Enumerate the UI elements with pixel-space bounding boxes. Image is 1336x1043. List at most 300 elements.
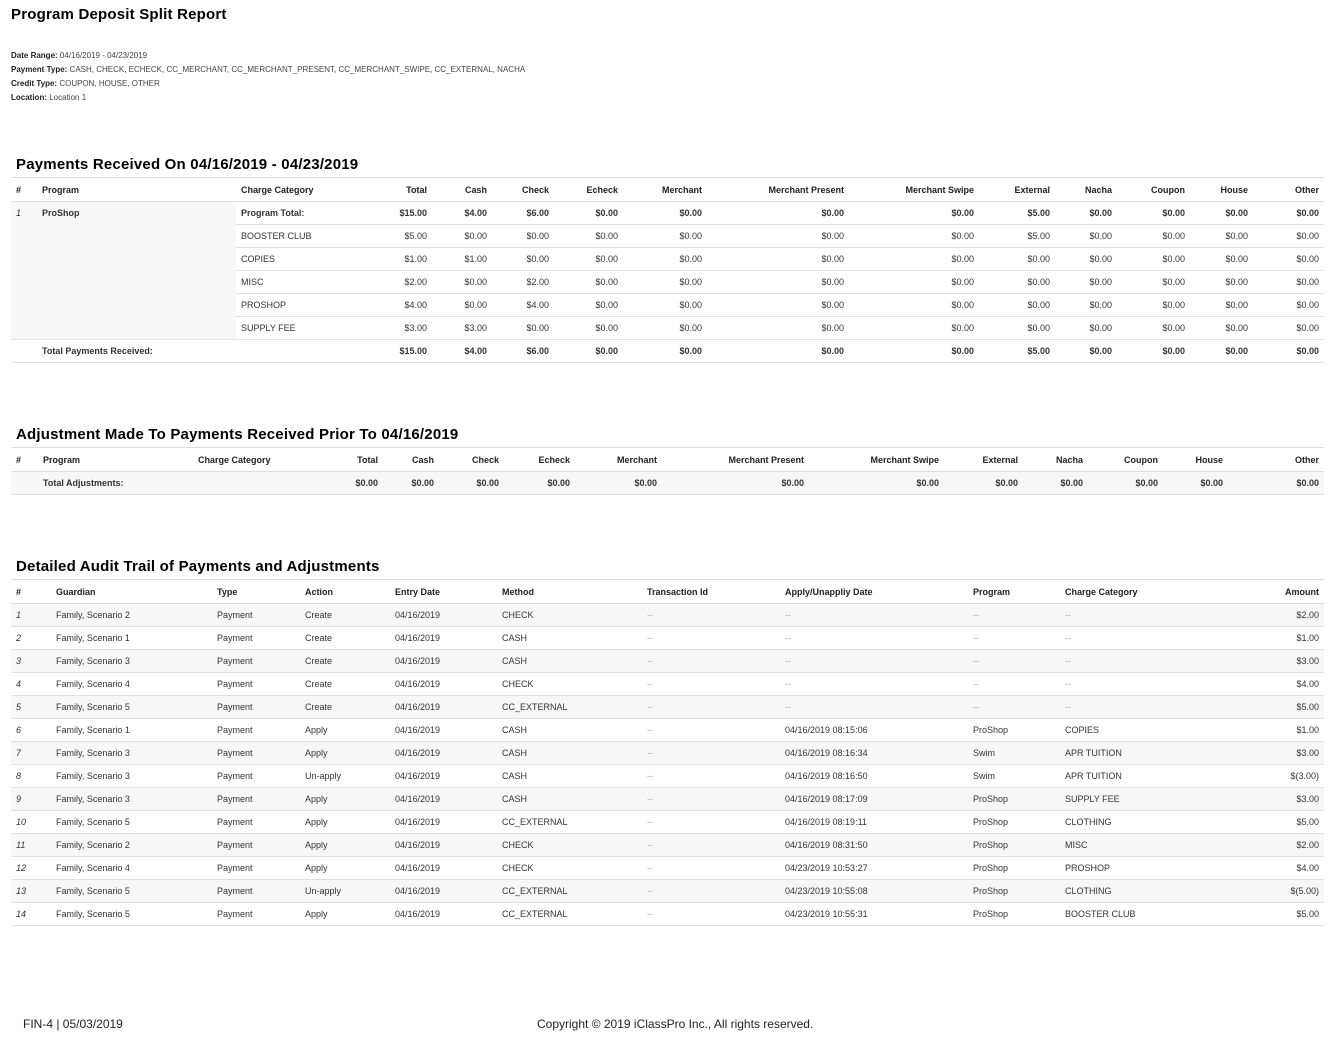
total-amount: $0.00 xyxy=(1023,472,1088,495)
col-header-coupon: Coupon xyxy=(1088,448,1163,472)
col-header-merchant: Merchant xyxy=(623,178,707,202)
table-row xyxy=(11,604,1324,627)
payments-header-row xyxy=(11,178,1324,202)
method: CC_EXTERNAL xyxy=(497,696,642,719)
total-amount: $5.00 xyxy=(979,340,1055,363)
method: CASH xyxy=(497,742,642,765)
type: Payment xyxy=(212,857,300,880)
charge-category: -- xyxy=(1060,604,1213,627)
method: CASH xyxy=(497,765,642,788)
col-header-cash: Cash xyxy=(432,178,492,202)
table-row xyxy=(11,903,1324,926)
row-number: 9 xyxy=(11,788,51,811)
col-header-program: Program xyxy=(968,580,1060,604)
col-header-merchant: Merchant xyxy=(575,448,662,472)
amount-cell: $5.00 xyxy=(349,225,432,248)
transaction-id: -- xyxy=(642,765,780,788)
program: ProShop xyxy=(968,903,1060,926)
total-amount: $0.00 xyxy=(809,472,944,495)
amount-cell: $0.00 xyxy=(554,317,623,340)
type: Payment xyxy=(212,903,300,926)
amount-cell: $0.00 xyxy=(554,202,623,225)
filter-credit-type: Credit Type: COUPON, HOUSE, OTHER xyxy=(11,79,160,88)
table-row xyxy=(11,811,1324,834)
col-header-other: Other xyxy=(1228,448,1324,472)
row-number: 5 xyxy=(11,696,51,719)
table-row xyxy=(11,719,1324,742)
total-amount: $0.00 xyxy=(383,472,439,495)
method: CASH xyxy=(497,627,642,650)
amount-cell: $5.00 xyxy=(979,225,1055,248)
method: CHECK xyxy=(497,857,642,880)
amount-cell: $0.00 xyxy=(1190,248,1253,271)
apply-date: -- xyxy=(780,650,968,673)
charge-category: CLOTHING xyxy=(1060,811,1213,834)
method: CASH xyxy=(497,719,642,742)
amount-cell: $0.00 xyxy=(1055,271,1117,294)
amount-cell: $0.00 xyxy=(623,294,707,317)
amount: $4.00 xyxy=(1213,673,1324,696)
transaction-id: -- xyxy=(642,880,780,903)
total-amount: $0.00 xyxy=(313,472,383,495)
adjustments-header-row xyxy=(11,448,1324,472)
total-amount: $0.00 xyxy=(575,472,662,495)
amount-cell: $0.00 xyxy=(1190,271,1253,294)
amount-cell: $4.00 xyxy=(492,294,554,317)
row-number: 10 xyxy=(11,811,51,834)
amount-cell: $0.00 xyxy=(1253,271,1324,294)
entry-date: 04/16/2019 xyxy=(390,719,497,742)
transaction-id: -- xyxy=(642,788,780,811)
amount-cell: $1.00 xyxy=(349,248,432,271)
entry-date: 04/16/2019 xyxy=(390,765,497,788)
entry-date: 04/16/2019 xyxy=(390,742,497,765)
total-amount: $0.00 xyxy=(707,340,849,363)
row-number: 14 xyxy=(11,903,51,926)
col-header-program: Program xyxy=(38,448,193,472)
type: Payment xyxy=(212,673,300,696)
total-amount: $0.00 xyxy=(849,340,979,363)
total-label: Total Adjustments: xyxy=(38,472,313,495)
table-row xyxy=(11,673,1324,696)
row-number: 6 xyxy=(11,719,51,742)
transaction-id: -- xyxy=(642,673,780,696)
col-header-echeck: Echeck xyxy=(504,448,575,472)
amount-cell: $0.00 xyxy=(432,225,492,248)
col-header-merchant-swipe: Merchant Swipe xyxy=(809,448,944,472)
apply-date: 04/16/2019 08:19:11 xyxy=(780,811,968,834)
entry-date: 04/16/2019 xyxy=(390,788,497,811)
method: CHECK xyxy=(497,673,642,696)
action: Create xyxy=(300,673,390,696)
amount-cell: $0.00 xyxy=(1190,202,1253,225)
apply-date: 04/23/2019 10:55:08 xyxy=(780,880,968,903)
total-amount: $0.00 xyxy=(554,340,623,363)
entry-date: 04/16/2019 xyxy=(390,604,497,627)
apply-date: 04/16/2019 08:16:34 xyxy=(780,742,968,765)
amount: $2.00 xyxy=(1213,834,1324,857)
apply-date: 04/16/2019 08:17:09 xyxy=(780,788,968,811)
transaction-id: -- xyxy=(642,834,780,857)
total-amount: $0.00 xyxy=(1228,472,1324,495)
action: Apply xyxy=(300,719,390,742)
amount-cell: $2.00 xyxy=(349,271,432,294)
entry-date: 04/16/2019 xyxy=(390,696,497,719)
amount: $4.00 xyxy=(1213,857,1324,880)
amount-cell: $0.00 xyxy=(707,248,849,271)
total-amount: $0.00 xyxy=(1163,472,1228,495)
row-number: 13 xyxy=(11,880,51,903)
amount-cell: $0.00 xyxy=(554,294,623,317)
action: Create xyxy=(300,696,390,719)
amount-cell: $0.00 xyxy=(1253,248,1324,271)
amount-cell: $0.00 xyxy=(623,317,707,340)
type: Payment xyxy=(212,742,300,765)
total-amount: $0.00 xyxy=(944,472,1023,495)
col-header-external: External xyxy=(979,178,1055,202)
amount: $1.00 xyxy=(1213,719,1324,742)
payments-section-title: Payments Received On 04/16/2019 - 04/23/2019 xyxy=(16,156,359,173)
blank-cell xyxy=(11,472,38,495)
guardian: Family, Scenario 3 xyxy=(51,788,212,811)
charge-category: -- xyxy=(1060,696,1213,719)
col-header-amount: Amount xyxy=(1213,580,1324,604)
adjustments-section-title: Adjustment Made To Payments Received Prior To 04/16/2019 xyxy=(16,426,459,443)
entry-date: 04/16/2019 xyxy=(390,834,497,857)
row-number: 11 xyxy=(11,834,51,857)
amount-cell: $0.00 xyxy=(1055,225,1117,248)
program: Swim xyxy=(968,765,1060,788)
row-number: 2 xyxy=(11,627,51,650)
row-number: 7 xyxy=(11,742,51,765)
col-header-check: Check xyxy=(439,448,504,472)
entry-date: 04/16/2019 xyxy=(390,650,497,673)
transaction-id: -- xyxy=(642,742,780,765)
col-header-coupon: Coupon xyxy=(1117,178,1190,202)
guardian: Family, Scenario 1 xyxy=(51,719,212,742)
program: ProShop xyxy=(968,857,1060,880)
program-name: ProShop xyxy=(37,202,236,340)
type: Payment xyxy=(212,719,300,742)
amount-cell: $0.00 xyxy=(849,317,979,340)
amount-cell: $0.00 xyxy=(979,271,1055,294)
method: CC_EXTERNAL xyxy=(497,811,642,834)
adjustments-table xyxy=(11,447,1324,495)
amount-cell: $0.00 xyxy=(623,271,707,294)
entry-date: 04/16/2019 xyxy=(390,857,497,880)
charge-category: BOOSTER CLUB xyxy=(236,225,349,248)
row-number: 8 xyxy=(11,765,51,788)
transaction-id: -- xyxy=(642,719,780,742)
col-header-cash: Cash xyxy=(383,448,439,472)
total-row xyxy=(11,340,1324,363)
program: ProShop xyxy=(968,834,1060,857)
action: Apply xyxy=(300,742,390,765)
amount-cell: $0.00 xyxy=(1253,225,1324,248)
charge-category: COPIES xyxy=(236,248,349,271)
amount-cell: $0.00 xyxy=(492,317,554,340)
col-header-guardian: Guardian xyxy=(51,580,212,604)
total-amount: $0.00 xyxy=(1117,340,1190,363)
amount-cell: $5.00 xyxy=(979,202,1055,225)
apply-date: -- xyxy=(780,604,968,627)
guardian: Family, Scenario 4 xyxy=(51,673,212,696)
amount-cell: $0.00 xyxy=(623,248,707,271)
charge-category: CLOTHING xyxy=(1060,880,1213,903)
amount-cell: $3.00 xyxy=(432,317,492,340)
amount-cell: $0.00 xyxy=(1117,294,1190,317)
charge-category: PROSHOP xyxy=(1060,857,1213,880)
amount: $3.00 xyxy=(1213,650,1324,673)
amount-cell: $0.00 xyxy=(1117,248,1190,271)
audit-section-title: Detailed Audit Trail of Payments and Adjustments xyxy=(16,558,380,575)
row-number: 1 xyxy=(11,604,51,627)
program: ProShop xyxy=(968,880,1060,903)
type: Payment xyxy=(212,834,300,857)
program-number: 1 xyxy=(11,202,37,340)
transaction-id: -- xyxy=(642,857,780,880)
amount-cell: $0.00 xyxy=(554,225,623,248)
amount-cell: $0.00 xyxy=(707,294,849,317)
col-header-entry-date: Entry Date xyxy=(390,580,497,604)
apply-date: -- xyxy=(780,627,968,650)
program: Swim xyxy=(968,742,1060,765)
amount: $5.00 xyxy=(1213,811,1324,834)
charge-category: SUPPLY FEE xyxy=(236,317,349,340)
col-header-check: Check xyxy=(492,178,554,202)
amount-cell: $0.00 xyxy=(849,271,979,294)
filter-payment-type: Payment Type: CASH, CHECK, ECHECK, CC_MERCHANT, CC_MERCHANT_PRESENT, CC_MERCHANT_SWIPE, CC_EXTERNAL, NACHA xyxy=(11,65,526,74)
entry-date: 04/16/2019 xyxy=(390,880,497,903)
program: -- xyxy=(968,650,1060,673)
col-header-number: # xyxy=(11,448,38,472)
program: -- xyxy=(968,627,1060,650)
charge-category: PROSHOP xyxy=(236,294,349,317)
method: CASH xyxy=(497,650,642,673)
col-header-house: House xyxy=(1163,448,1228,472)
guardian: Family, Scenario 3 xyxy=(51,765,212,788)
table-row xyxy=(11,857,1324,880)
amount-cell: $0.00 xyxy=(1190,225,1253,248)
amount-cell: $0.00 xyxy=(849,248,979,271)
amount-cell: $15.00 xyxy=(349,202,432,225)
amount-cell: $0.00 xyxy=(707,271,849,294)
apply-date: 04/16/2019 08:31:50 xyxy=(780,834,968,857)
amount-cell: $0.00 xyxy=(849,225,979,248)
amount-cell: $0.00 xyxy=(432,271,492,294)
charge-category: MISC xyxy=(1060,834,1213,857)
amount: $(3.00) xyxy=(1213,765,1324,788)
amount-cell: $0.00 xyxy=(1117,317,1190,340)
col-header-nacha: Nacha xyxy=(1023,448,1088,472)
col-header-program: Program xyxy=(37,178,236,202)
guardian: Family, Scenario 3 xyxy=(51,742,212,765)
charge-category: COPIES xyxy=(1060,719,1213,742)
total-amount: $0.00 xyxy=(1190,340,1253,363)
amount-cell: $0.00 xyxy=(849,294,979,317)
filter-date-range: Date Range: 04/16/2019 - 04/23/2019 xyxy=(11,51,148,60)
total-amount: $0.00 xyxy=(1253,340,1324,363)
amount-cell: $0.00 xyxy=(979,294,1055,317)
col-header-total: Total xyxy=(313,448,383,472)
col-header-merchant-present: Merchant Present xyxy=(707,178,849,202)
col-header-merchant-swipe: Merchant Swipe xyxy=(849,178,979,202)
total-label: Total Payments Received: xyxy=(37,340,349,363)
footer-copyright: Copyright © 2019 iClassPro Inc., All rights reserved. xyxy=(537,1017,814,1031)
filter-location: Location: Location 1 xyxy=(11,93,87,102)
transaction-id: -- xyxy=(642,903,780,926)
program: -- xyxy=(968,604,1060,627)
action: Apply xyxy=(300,811,390,834)
col-header-number: # xyxy=(11,178,37,202)
col-header-apply-unappliy-date: Apply/Unappliy Date xyxy=(780,580,968,604)
apply-date: 04/23/2019 10:55:31 xyxy=(780,903,968,926)
amount-cell: $0.00 xyxy=(492,225,554,248)
amount-cell: $0.00 xyxy=(979,317,1055,340)
total-row xyxy=(11,472,1324,495)
amount-cell: $0.00 xyxy=(849,202,979,225)
amount: $(5.00) xyxy=(1213,880,1324,903)
charge-category: -- xyxy=(1060,627,1213,650)
audit-table xyxy=(11,579,1324,926)
amount-cell: $2.00 xyxy=(492,271,554,294)
amount-cell: $0.00 xyxy=(1190,317,1253,340)
amount-cell: $0.00 xyxy=(1117,271,1190,294)
entry-date: 04/16/2019 xyxy=(390,903,497,926)
action: Un-apply xyxy=(300,880,390,903)
program: ProShop xyxy=(968,811,1060,834)
action: Create xyxy=(300,627,390,650)
amount-cell: $0.00 xyxy=(1253,317,1324,340)
guardian: Family, Scenario 3 xyxy=(51,650,212,673)
type: Payment xyxy=(212,788,300,811)
program: ProShop xyxy=(968,719,1060,742)
method: CC_EXTERNAL xyxy=(497,903,642,926)
charge-category: SUPPLY FEE xyxy=(1060,788,1213,811)
guardian: Family, Scenario 2 xyxy=(51,604,212,627)
charge-category: Program Total: xyxy=(236,202,349,225)
charge-category: MISC xyxy=(236,271,349,294)
col-header-charge-category: Charge Category xyxy=(1060,580,1213,604)
amount-cell: $0.00 xyxy=(1055,294,1117,317)
type: Payment xyxy=(212,627,300,650)
amount: $3.00 xyxy=(1213,788,1324,811)
table-row xyxy=(11,627,1324,650)
amount-cell: $0.00 xyxy=(554,271,623,294)
transaction-id: -- xyxy=(642,627,780,650)
amount-cell: $0.00 xyxy=(707,225,849,248)
payments-table xyxy=(11,177,1324,363)
action: Create xyxy=(300,604,390,627)
amount-cell: $0.00 xyxy=(1055,248,1117,271)
col-header-type: Type xyxy=(212,580,300,604)
amount: $3.00 xyxy=(1213,742,1324,765)
amount-cell: $0.00 xyxy=(1190,294,1253,317)
amount-cell: $0.00 xyxy=(1055,317,1117,340)
amount-cell: $0.00 xyxy=(1117,225,1190,248)
amount-cell: $3.00 xyxy=(349,317,432,340)
program: ProShop xyxy=(968,788,1060,811)
col-header-nacha: Nacha xyxy=(1055,178,1117,202)
amount-cell: $4.00 xyxy=(432,202,492,225)
blank-cell xyxy=(11,340,37,363)
row-number: 3 xyxy=(11,650,51,673)
table-row xyxy=(11,880,1324,903)
entry-date: 04/16/2019 xyxy=(390,811,497,834)
guardian: Family, Scenario 4 xyxy=(51,857,212,880)
charge-category: APR TUITION xyxy=(1060,742,1213,765)
table-row xyxy=(11,788,1324,811)
total-amount: $0.00 xyxy=(623,340,707,363)
col-header-method: Method xyxy=(497,580,642,604)
transaction-id: -- xyxy=(642,696,780,719)
method: CC_EXTERNAL xyxy=(497,880,642,903)
type: Payment xyxy=(212,880,300,903)
col-header-echeck: Echeck xyxy=(554,178,623,202)
action: Create xyxy=(300,650,390,673)
total-amount: $0.00 xyxy=(1055,340,1117,363)
col-header-transaction-id: Transaction Id xyxy=(642,580,780,604)
table-row xyxy=(11,696,1324,719)
method: CASH xyxy=(497,788,642,811)
amount-cell: $0.00 xyxy=(979,248,1055,271)
col-header-external: External xyxy=(944,448,1023,472)
type: Payment xyxy=(212,765,300,788)
type: Payment xyxy=(212,650,300,673)
charge-category: -- xyxy=(1060,650,1213,673)
col-header-house: House xyxy=(1190,178,1253,202)
amount-cell: $0.00 xyxy=(623,225,707,248)
charge-category: BOOSTER CLUB xyxy=(1060,903,1213,926)
table-row xyxy=(11,765,1324,788)
transaction-id: -- xyxy=(642,811,780,834)
apply-date: 04/23/2019 10:53:27 xyxy=(780,857,968,880)
total-amount: $0.00 xyxy=(439,472,504,495)
audit-header-row xyxy=(11,580,1324,604)
program: -- xyxy=(968,673,1060,696)
amount-cell: $0.00 xyxy=(492,248,554,271)
table-row xyxy=(11,834,1324,857)
total-amount: $0.00 xyxy=(662,472,809,495)
col-header-charge-category: Charge Category xyxy=(236,178,349,202)
total-amount: $4.00 xyxy=(432,340,492,363)
table-row xyxy=(11,650,1324,673)
type: Payment xyxy=(212,696,300,719)
amount-cell: $0.00 xyxy=(707,202,849,225)
amount-cell: $0.00 xyxy=(707,317,849,340)
amount-cell: $1.00 xyxy=(432,248,492,271)
footer-report-id: FIN-4 | 05/03/2019 xyxy=(23,1017,123,1031)
table-row xyxy=(11,202,1324,225)
method: CHECK xyxy=(497,604,642,627)
guardian: Family, Scenario 5 xyxy=(51,696,212,719)
action: Un-apply xyxy=(300,765,390,788)
action: Apply xyxy=(300,857,390,880)
transaction-id: -- xyxy=(642,604,780,627)
guardian: Family, Scenario 5 xyxy=(51,880,212,903)
entry-date: 04/16/2019 xyxy=(390,673,497,696)
transaction-id: -- xyxy=(642,650,780,673)
amount: $1.00 xyxy=(1213,627,1324,650)
total-amount: $6.00 xyxy=(492,340,554,363)
type: Payment xyxy=(212,811,300,834)
col-header-charge-category: Charge Category xyxy=(193,448,313,472)
amount-cell: $6.00 xyxy=(492,202,554,225)
report-title: Program Deposit Split Report xyxy=(11,6,227,23)
amount-cell: $0.00 xyxy=(1253,202,1324,225)
apply-date: 04/16/2019 08:16:50 xyxy=(780,765,968,788)
apply-date: -- xyxy=(780,673,968,696)
